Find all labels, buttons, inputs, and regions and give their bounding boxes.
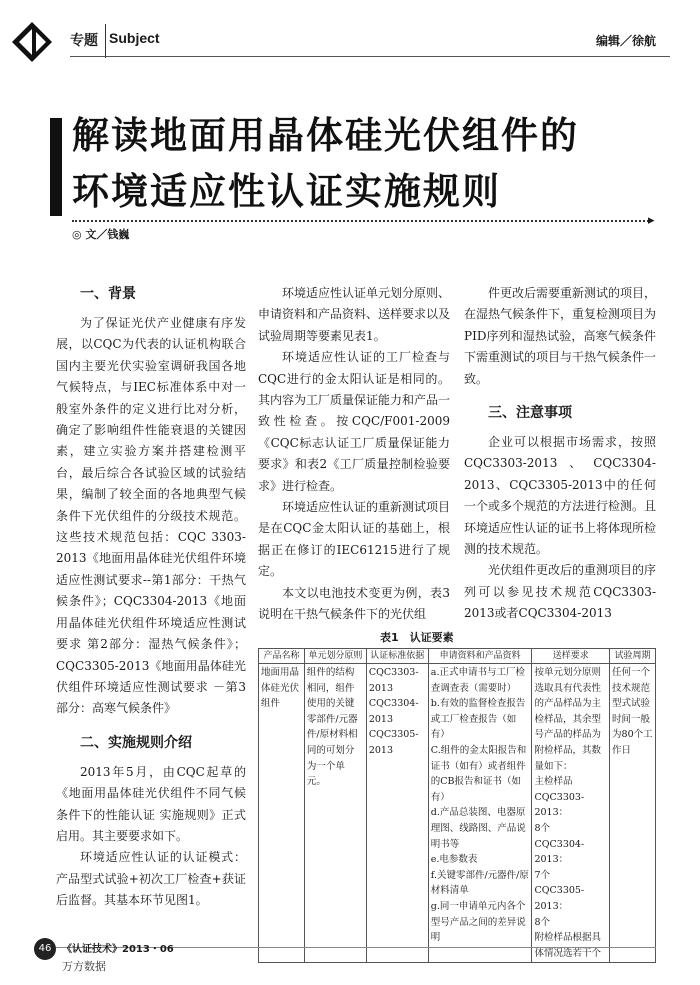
standard-item: CQC3305-2013 bbox=[368, 729, 419, 756]
article-title-line1: 解读地面用晶体硅光伏组件的 bbox=[72, 114, 579, 157]
cell-unit-rule: 组件的结构相同，组件使用的关键零部件/元器件/原材料相同的可划分为一个单元。 bbox=[304, 664, 366, 963]
title-dotted-rule bbox=[72, 220, 652, 222]
paragraph: 为了保证光伏产业健康有序发展，以CQC为代表的认证机构联合国内主要光伏实验室调研我国各地气候特点，与IEC标准体系中对一般室外条件的定义进行比对分析，确定了影响组件性能衰退的关键因素，建立实验方案并搭建检测平台，最后综合各试验区域的试验结果，编制了较全面的各地典型气候条件下光伏组件的分级技术规范。这些技术规范包括：CQC 3303-2013《地面用晶体硅光伏组件环境适应性测试要求--第1部分：干热气候条件》；CQC3304-2013《地面用晶体硅光伏组件环境适应性测试要求 第2部分：湿热气候条件》；CQC3305-2013《地面用晶体硅光伏组件环境适应性测试要求 －第3部分：高寒气候条件》 bbox=[56, 316, 246, 716]
paragraph: 企业可以根据市场需求，按照CQC3303-2013、CQC3304-2013、CQC3305-2013中的任何一个或多个规范的方法进行检测。且环境适应性认证的证书上将体现所检测的技术规范。 bbox=[464, 435, 657, 557]
table-header-cell: 试验周期 bbox=[610, 649, 656, 664]
paragraph: 光伏组件更改后的重测项目的序列可以参见技术规范CQC3303-2013或者CQC3304-2013 bbox=[464, 563, 657, 621]
header-rule bbox=[70, 56, 670, 57]
table-header-cell: 产品名称 bbox=[259, 649, 305, 664]
table-header-row bbox=[259, 649, 656, 664]
requirements-table bbox=[258, 648, 656, 963]
cell-standards bbox=[366, 664, 428, 963]
sampling-item: CQC3304-2013： bbox=[534, 838, 585, 866]
title-accent-bar bbox=[50, 118, 62, 216]
material-item: g.同一申请单元内各个型号产品之间的差异说明 bbox=[430, 900, 526, 944]
article-title bbox=[72, 108, 579, 220]
cell-materials bbox=[428, 664, 532, 963]
byline: ◎ 文／钱巍 bbox=[72, 228, 130, 241]
cell-product: 地面用晶体硅光伏组件 bbox=[259, 664, 305, 963]
section-heading-notes: 三、注意事项 bbox=[488, 405, 572, 422]
table-row bbox=[259, 664, 656, 963]
section-heading-background: 一、背景 bbox=[80, 286, 136, 302]
sampling-item: 主检样品 bbox=[534, 776, 573, 788]
material-item: d.产品总装图、电器原理图、线路图、产品说明书等 bbox=[430, 807, 526, 850]
material-item: f.关键零部件/元器件/原材料清单 bbox=[430, 869, 529, 897]
material-item: e.电参数表 bbox=[430, 854, 478, 866]
column-1 bbox=[56, 283, 246, 912]
sampling-item: 7个 bbox=[534, 869, 550, 881]
material-item: C.组件的金太阳报告和证书（如有）或者组件的CB报告和证书（如有） bbox=[430, 744, 527, 803]
material-item: b.有效的监督检查报告或工厂检查报告（如有） bbox=[430, 698, 526, 741]
section-heading-rules: 二、实施规则介绍 bbox=[80, 734, 192, 751]
page-number: 46 bbox=[34, 938, 56, 960]
header-topic: 专题 bbox=[70, 33, 98, 49]
column-2 bbox=[258, 283, 450, 626]
header-subject: Subject bbox=[109, 30, 160, 46]
sampling-item: 按单元划分原则选取具有代表性的产品样品为主检样品，其余型号产品的样品为附检样品，其数量如下： bbox=[534, 667, 601, 772]
standard-item: CQC3304-2013 bbox=[368, 698, 419, 725]
table-header-cell: 认证标准依据 bbox=[366, 649, 428, 664]
sampling-item: 附检样品根据具体情况选若干个 bbox=[534, 932, 601, 959]
title-arrow-icon: ▸ bbox=[648, 213, 655, 228]
header-diamond-logo bbox=[10, 20, 54, 64]
column-3 bbox=[464, 283, 656, 625]
paragraph: 环境适应性认证的认证模式：产品型式试验+初次工厂检查+获证后监督。其基本环节见图1。 bbox=[56, 850, 246, 908]
table-header-cell: 申请资料和产品资料 bbox=[428, 649, 532, 664]
article-title-line2: 环境适应性认证实施规则 bbox=[72, 170, 501, 213]
cell-sampling bbox=[532, 664, 610, 963]
sampling-item: CQC3303-2013： bbox=[534, 791, 585, 819]
header-separator bbox=[105, 24, 106, 58]
sampling-item: 8个 bbox=[534, 916, 550, 928]
watermark: 万方数据 bbox=[62, 960, 106, 973]
sampling-item: CQC3305-2013： bbox=[534, 885, 585, 912]
table-header-cell: 送样要求 bbox=[532, 649, 610, 664]
material-item: a.正式申请书与工厂检查调查表（需要时） bbox=[430, 667, 525, 694]
header-editor: 编辑／徐航 bbox=[595, 34, 656, 48]
paragraph: 环境适应性认证的工厂检查与CQC进行的金太阳认证是相同的。其内容为工厂质量保证能力和产品一致性检查。按CQC/F001-2009《CQC标志认证工厂质量保证能力要求》和表2《工厂质量控制检验要求》进行检查。 bbox=[258, 350, 451, 493]
paragraph: 环境适应性认证的重新测试项目是在CQC金太阳认证的基础上，根据正在修订的IEC61215进行了规定。 bbox=[258, 500, 451, 579]
cell-period: 任何一个技术规范型式试验时间一般为80个工作日 bbox=[610, 664, 656, 963]
paragraph: 本文以电池技术变更为例，表3说明在干热气候条件下的光伏组 bbox=[258, 585, 450, 622]
journal-name: 《认证技术》2013・06 bbox=[62, 944, 174, 955]
paragraph: 环境适应性认证单元划分原则、申请资料和产品资料、送样要求以及试验周期等要素见表1。 bbox=[258, 286, 451, 343]
paragraph: 2013年5月，由CQC起草的《地面用晶体硅光伏组件不同气候条件下的性能认证 实施规则》正式启用。其主要要求如下。 bbox=[56, 764, 246, 843]
table-caption: 表1 认证要素 bbox=[380, 631, 454, 644]
paragraph: 件更改后需要重新测试的项目，在湿热气候条件下，重复检测项目为PID序列和湿热试验，高寒气候条件下需重测试的项目与干热气候条件一致。 bbox=[464, 286, 657, 386]
sampling-item: 8个 bbox=[534, 822, 550, 834]
standard-item: CQC3303-2013 bbox=[368, 667, 419, 694]
table-header-cell: 单元划分原则 bbox=[304, 649, 366, 664]
